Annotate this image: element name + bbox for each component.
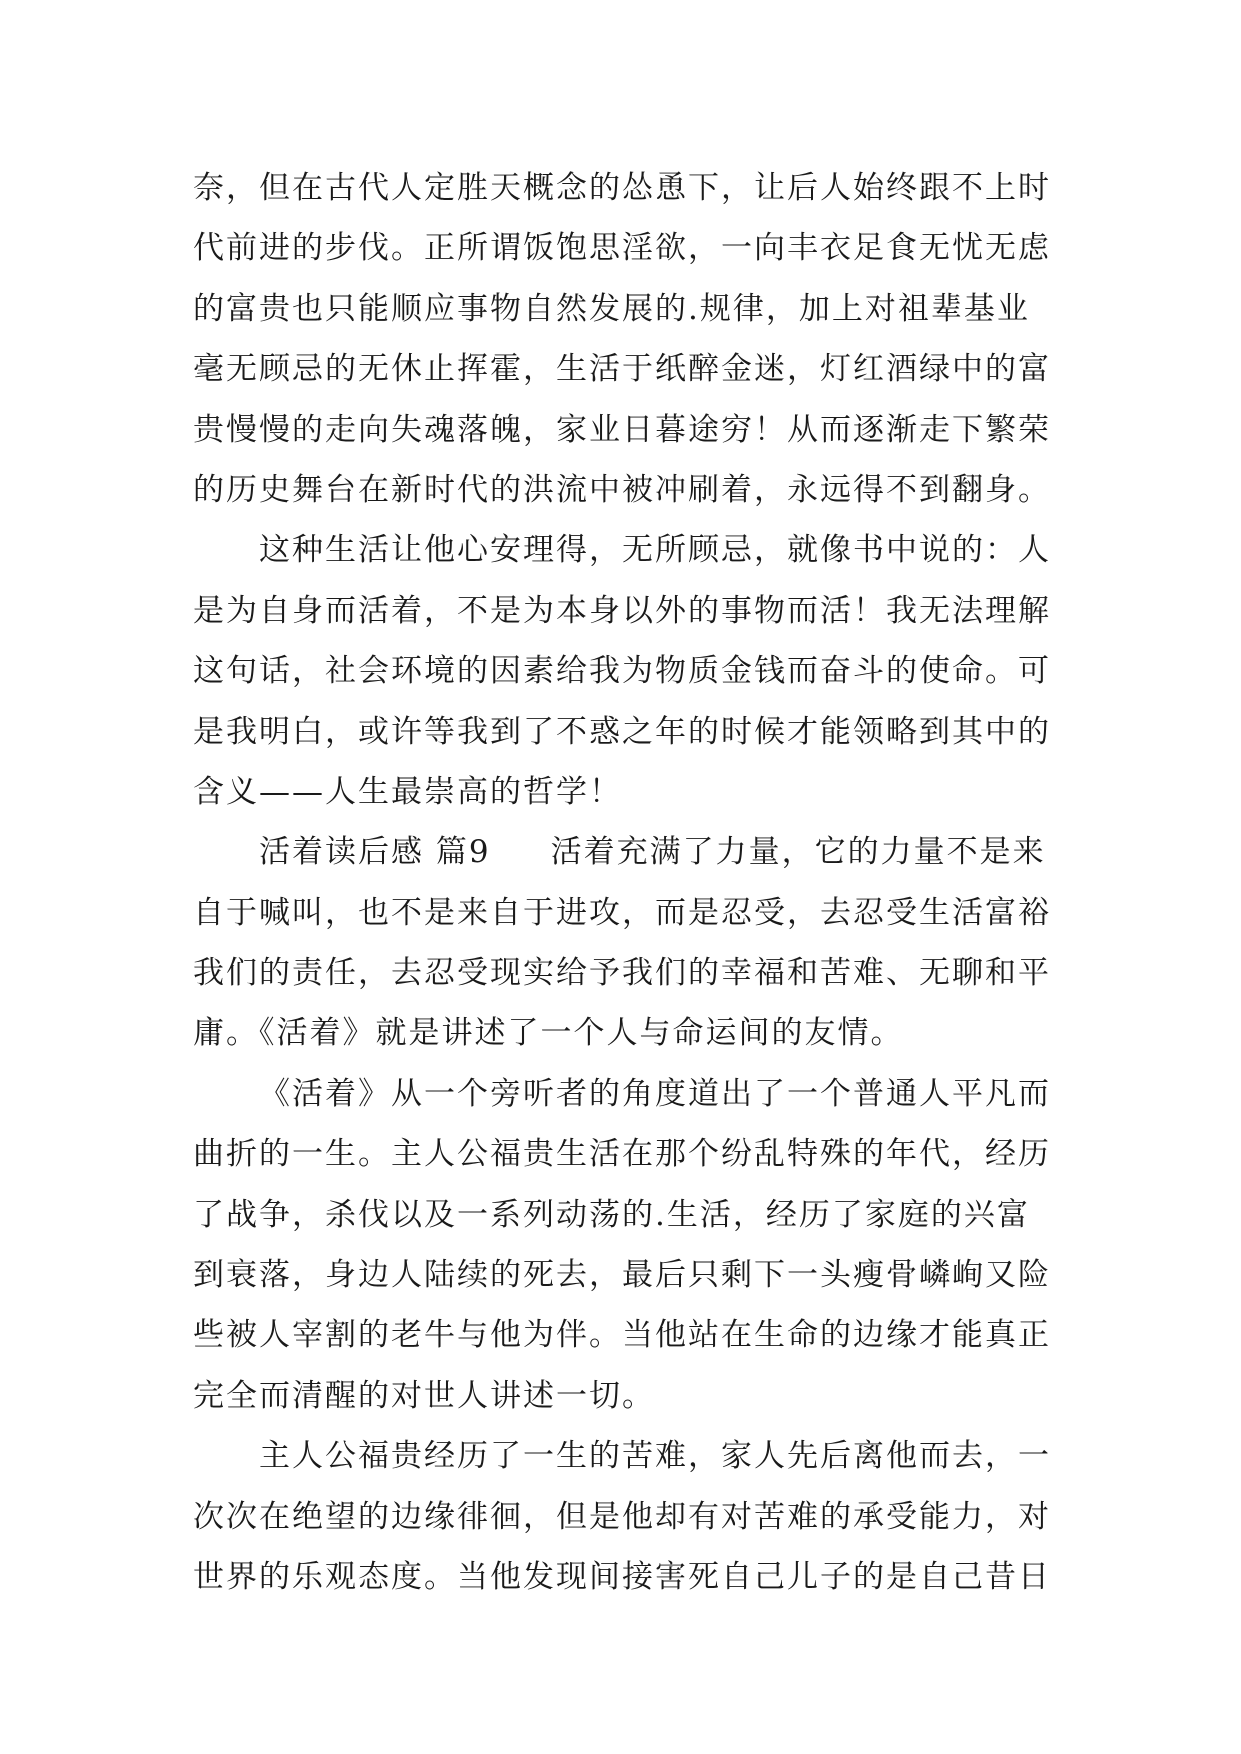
paragraph-start-line: 这种生活让他心安理得，无所顾忌，就像书中说的：人 bbox=[259, 532, 1051, 569]
text-line: 完全而清醒的对世人讲述一切。 bbox=[193, 1377, 655, 1414]
text-line: 了战争，杀伐以及一系列动荡的.生活，经历了家庭的兴富 bbox=[193, 1196, 1030, 1233]
text-line: 是我明白，或许等我到了不惑之年的时候才能领略到其中的 bbox=[193, 713, 1051, 750]
text-line: 毫无顾忌的无休止挥霍，生活于纸醉金迷，灯红酒绿中的富 bbox=[193, 351, 1051, 388]
section-heading-line bbox=[193, 822, 1073, 882]
text-line: 含义——人生最崇高的哲学！ bbox=[193, 773, 622, 810]
text-line: 世界的乐观态度。当他发现间接害死自己儿子的是自己昔日 bbox=[193, 1558, 1051, 1595]
paragraph-start-line: 主人公福贵经历了一生的苦难，家人先后离他而去，一 bbox=[259, 1438, 1051, 1475]
text-line: 奈，但在古代人定胜天概念的怂恿下，让后人始终跟不上时 bbox=[193, 170, 1051, 206]
text-line: 贵慢慢的走向失魂落魄，家业日暮途穷！从而逐渐走下繁荣 bbox=[193, 411, 1051, 448]
text-line: 到衰落，身边人陆续的死去，最后只剩下一头瘦骨嶙峋又险 bbox=[193, 1257, 1051, 1294]
body-text bbox=[193, 158, 1073, 1607]
text-line: 代前进的步伐。正所谓饭饱思淫欲，一向丰衣足食无忧无虑 bbox=[193, 230, 1051, 267]
text-line: 的历史舞台在新时代的洪流中被冲刷着，永远得不到翻身。 bbox=[193, 471, 1051, 508]
text-line: 的富贵也只能顺应事物自然发展的.规律，加上对祖辈基业 bbox=[193, 290, 1030, 327]
text-line: 是为自身而活着，不是为本身以外的事物而活！我无法理解 bbox=[193, 592, 1051, 629]
section-heading: 活着读后感 篇9 bbox=[259, 834, 491, 871]
text-line: 庸。《活着》就是讲述了一个人与命运间的友情。 bbox=[193, 1015, 904, 1052]
text-line: 曲折的一生。主人公福贵生活在那个纷乱特殊的年代，经历 bbox=[193, 1136, 1051, 1173]
text-line: 次次在绝望的边缘徘徊，但是他却有对苦难的承受能力，对 bbox=[193, 1498, 1051, 1535]
paragraph-start-line: 《活着》从一个旁听者的角度道出了一个普通人平凡而 bbox=[259, 1075, 1051, 1112]
section-first-sentence: 活着充满了力量，它的力量不是来 bbox=[550, 834, 1046, 871]
text-line: 我们的责任，去忍受现实给予我们的幸福和苦难、无聊和平 bbox=[193, 955, 1051, 992]
text-line: 些被人宰割的老牛与他为伴。当他站在生命的边缘才能真正 bbox=[193, 1317, 1051, 1354]
text-line: 自于喊叫，也不是来自于进攻，而是忍受，去忍受生活富裕 bbox=[193, 894, 1051, 931]
text-line: 这句话，社会环境的因素给我为物质金钱而奋斗的使命。可 bbox=[193, 653, 1051, 690]
